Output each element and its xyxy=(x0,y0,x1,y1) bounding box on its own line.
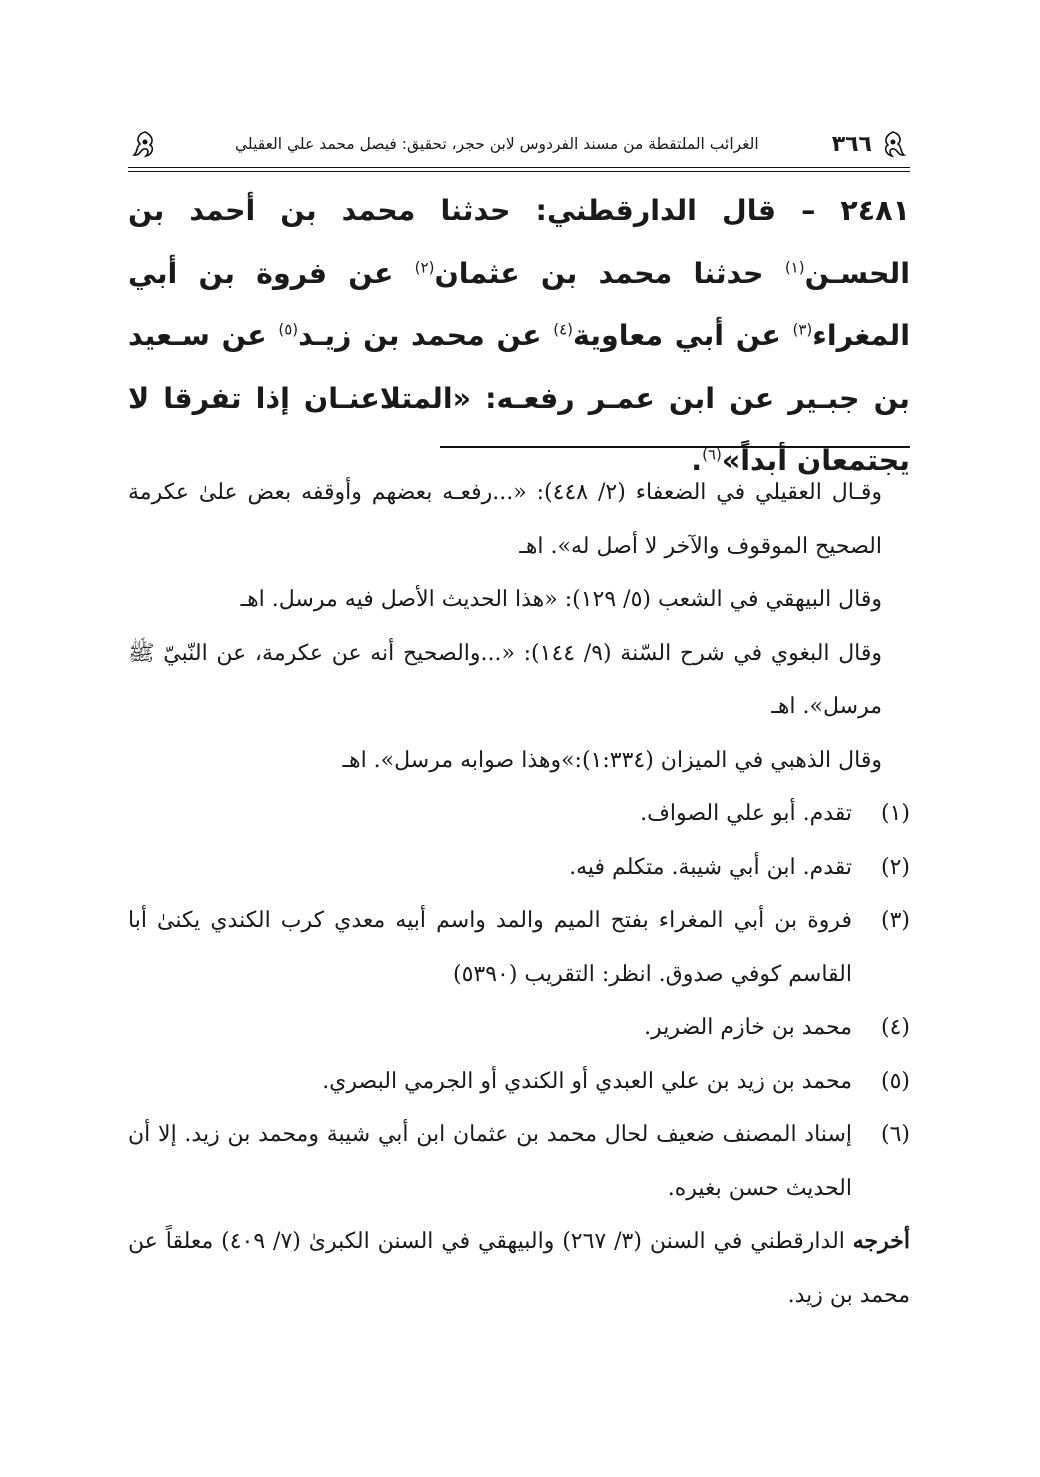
footnote-1 xyxy=(128,787,910,841)
continued-quotes xyxy=(128,466,910,787)
footnote-ref-1: (١) xyxy=(784,258,805,276)
footnote-5 xyxy=(128,1055,910,1109)
left-ornament-icon xyxy=(128,127,162,161)
right-ornament-icon xyxy=(876,127,910,161)
hadith-isnad-6: عن سـعيد بن جبـير عن ابن عمـر رفعـه: xyxy=(128,319,911,415)
footnotes-section xyxy=(128,466,910,1322)
footnote-ref-4: (٤) xyxy=(553,320,573,339)
footnote-divider xyxy=(440,446,910,448)
takhrij-text: الدارقطني في السنن (٣/ ٢٦٧) والبيهقي في السنن الكبرىٰ (٧/ ٤٠٩) معلقاً عن محمد بن زيد. xyxy=(128,1229,910,1308)
hadith-isnad-1: ٢٤٨١ – قال الدارقطني: حدثنا محمد بن أحمد بن الحسـن xyxy=(128,194,910,290)
hadith-isnad-2: حدثنا محمد بن عثمان xyxy=(434,256,785,290)
footnote-4 xyxy=(128,1001,910,1055)
footnote-3 xyxy=(128,894,910,1001)
header-double-rule xyxy=(128,167,910,172)
footnote-text: إسناد المصنف ضعيف لحال محمد بن عثمان ابن أبي شيبة ومحمد بن زيد. إلا أن الحديث حسن بغيره. xyxy=(128,1122,852,1201)
footnote-number: (١) xyxy=(880,801,910,826)
hadith-isnad-4: عن أبي معاوية xyxy=(573,319,793,352)
hadith-matn: «المتلاعنـان إذا تفرقا لا يجتمعان أبداً» xyxy=(128,381,910,477)
footnote-6 xyxy=(128,1108,910,1215)
footnote-text: فروة بن أبي المغراء بفتح الميم والمد واسم أبيه معدي كرب الكندي يكنىٰ أبا القاسم كوفي صدوق. انظر: التقريب (٥٣٩٠) xyxy=(128,908,852,987)
takhrij-paragraph xyxy=(128,1215,910,1322)
quote-uqaili: وقـال العقيلي في الضعفاء (٢/ ٤٤٨): «...رفعـه بعضهم وأوقفه بعض علىٰ عكرمة الصحيح الموقوف والآخر لا أصل له». اهـ xyxy=(128,480,883,559)
quote-bayhaqi: وقال البيهقي في الشعب (٥/ ١٢٩): «هذا الحديث الأصل فيه مرسل. اهـ xyxy=(240,587,882,612)
footnote-text: محمد بن خازم الضرير. xyxy=(644,1015,852,1040)
running-header xyxy=(128,120,910,168)
footnote-text: محمد بن زيد بن علي العبدي أو الكندي أو الجرمي البصري. xyxy=(322,1068,852,1094)
hadith-isnad-5: عن محمد بن زيـد xyxy=(298,319,554,352)
footnote-ref-6: (٦) xyxy=(702,445,722,464)
footnote-number: (٢) xyxy=(880,854,910,880)
footnote-ref-5: (٥) xyxy=(278,320,299,339)
footnote-number: (٥) xyxy=(880,1068,910,1094)
hadith-isnad-3: عن فروة بن أبي المغراء xyxy=(128,256,910,352)
takhrij-keyword: أخرجه xyxy=(852,1228,911,1254)
page-number-group xyxy=(832,127,910,161)
header-title: الغرائب الملتقطة من مسند الفردوس لابن حجر، تحقيق: فيصل محمد علي العقيلي xyxy=(235,135,759,153)
footnote-text: تقدم. أبو علي الصواف. xyxy=(640,801,852,826)
footnote-ref-2: (٢) xyxy=(414,258,435,276)
footnote-number: (٦) xyxy=(880,1122,910,1147)
footnote-ref-3: (٣) xyxy=(792,320,813,339)
footnote-text: تقدم. ابن أبي شيبة. متكلم فيه. xyxy=(569,854,852,880)
footnote-2 xyxy=(128,841,910,895)
hadith-end: . xyxy=(691,444,703,477)
quote-dhahabi: وقال الذهبي في الميزان (١:٣٣٤):»وهذا صوابه مرسل». اهـ xyxy=(342,747,882,773)
footnote-number: (٣) xyxy=(880,908,910,933)
page-number: ٣٦٦ xyxy=(831,131,872,157)
footnote-number: (٤) xyxy=(880,1015,910,1040)
quote-baghawi: وقال البغوي في شرح السّنة (٩/ ١٤٤): «...والصحيح أنه عن عكرمة، عن النّبيّ ﷺ مرسل». اهـ xyxy=(128,640,883,719)
